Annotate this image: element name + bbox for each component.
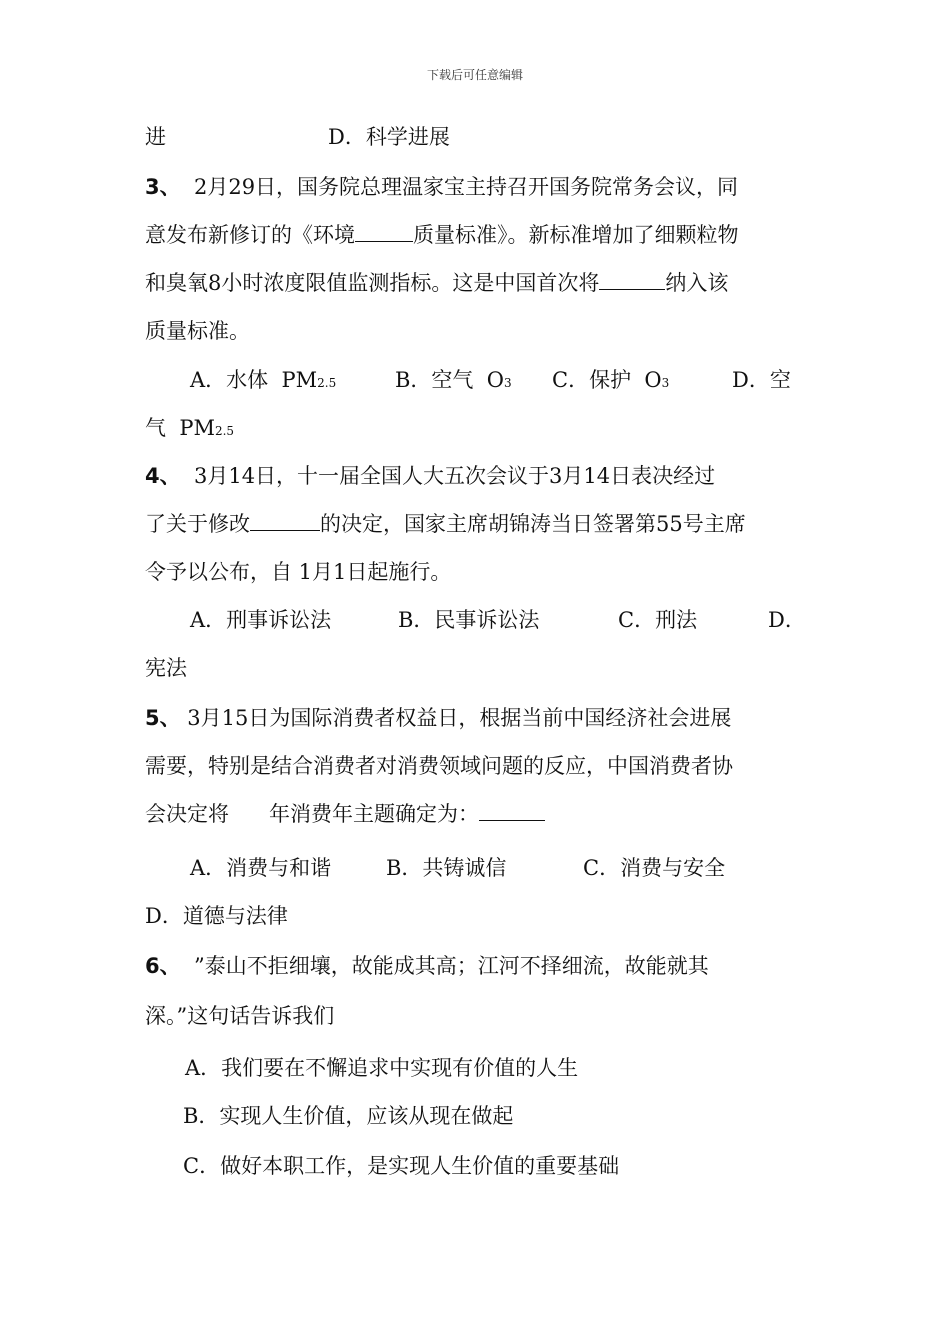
question-3-line-2: 意发布新修订的《环境 质量标准》。新标准增加了细颗粒物 [145, 223, 739, 247]
question-4-option-c: C．刑法 [618, 608, 698, 632]
question-3-line-1: 3、 2月29日，国务院总理温家宝主持召开国务院常务会议，同 [145, 175, 739, 199]
question-5-number: 5、 [145, 706, 181, 730]
question-3-option-b: B．空气 O3 [395, 368, 512, 392]
question-5-option-b: B．共铸诚信 [386, 856, 507, 880]
question-4-option-a: A．刑事诉讼法 [190, 608, 332, 632]
question-5-option-d: D．道德与法律 [145, 904, 288, 928]
answer-blank [250, 510, 320, 531]
question-3-option-a: A．水体 PM2.5 [190, 368, 337, 392]
question-6-option-c: C．做好本职工作，是实现人生价值的重要基础 [183, 1154, 620, 1178]
answer-blank [599, 269, 665, 290]
prev-question-tail: 进 [145, 125, 166, 149]
question-5-line-3: 会决定将 年消费年主题确定为： [145, 799, 545, 829]
question-4-line-2: 了关于修改 的决定，国家主席胡锦涛当日签署第55号主席 [145, 512, 746, 536]
question-5-line-1: 5、 3月15日为国际消费者权益日，根据当前中国经济社会进展 [145, 706, 732, 730]
question-4-option-d-cont: 宪法 [145, 656, 187, 680]
question-6-line-1: 6、 ”泰山不拒细壤，故能成其高；江河不择细流，故能就其 [145, 954, 709, 978]
prev-option-d: D．科学进展 [328, 125, 450, 149]
question-5-line-2: 需要，特别是结合消费者对消费领域问题的反应，中国消费者协 [145, 754, 733, 778]
question-6-line-2: 深。”这句话告诉我们 [145, 1004, 335, 1028]
question-4-option-d: D． [768, 608, 806, 632]
question-4-line-3: 令予以公布，自 1月1日起施行。 [145, 560, 452, 584]
question-6-number: 6、 [145, 954, 181, 978]
question-3-line-3: 和臭氧8小时浓度限值监测指标。这是中国首次将 纳入该 [145, 271, 729, 295]
question-5-option-c: C．消费与安全 [583, 856, 726, 880]
question-3-option-d: D．空 [732, 368, 791, 392]
answer-blank [479, 800, 545, 821]
question-6-option-b: B．实现人生价值，应该从现在做起 [183, 1104, 514, 1128]
question-4-line-1: 4、 3月14日，十一届全国人大五次会议于3月14日表决经过 [145, 464, 716, 488]
question-3-line-4: 质量标准。 [145, 319, 250, 343]
question-3-option-d-cont: 气 PM2.5 [145, 416, 235, 440]
question-6-option-a: A．我们要在不懈追求中实现有价值的人生 [185, 1056, 579, 1080]
question-5-option-a: A．消费与和谐 [190, 856, 332, 880]
page-header: 下载后可任意编辑 [426, 68, 523, 82]
answer-blank [355, 221, 413, 242]
question-4-number: 4、 [145, 464, 181, 488]
question-3-number: 3、 [145, 175, 181, 199]
question-4-option-b: B．民事诉讼法 [398, 608, 540, 632]
question-3-option-c: C．保护 O3 [552, 368, 670, 392]
